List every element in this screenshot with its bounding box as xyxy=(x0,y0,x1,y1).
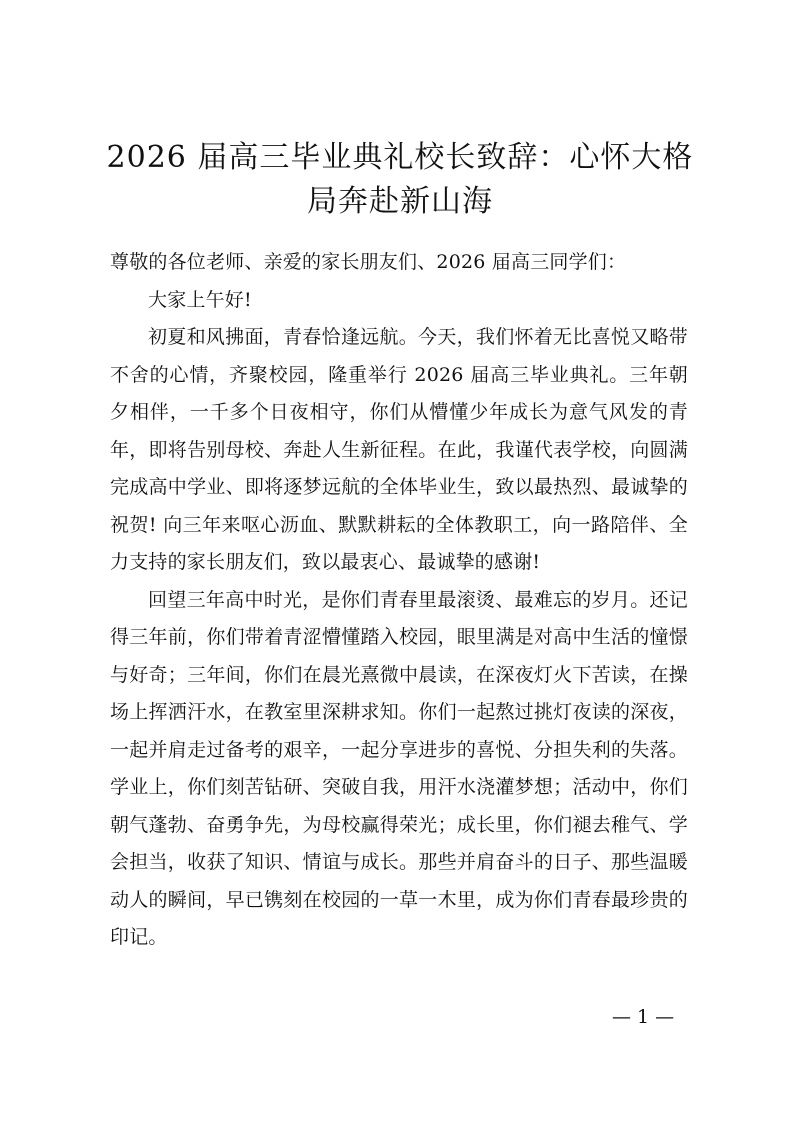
salutation: 尊敬的各位老师、亲爱的家长朋友们、2026 届高三同学们： xyxy=(110,251,627,273)
page-number: — 1 — xyxy=(612,1006,675,1028)
greeting: 大家上午好! xyxy=(148,288,252,311)
title-line-1: 2026 届高三毕业典礼校长致辞：心怀大格 xyxy=(106,140,694,175)
speech-body xyxy=(110,244,688,957)
document-title xyxy=(100,136,700,224)
title-line-2: 局奔赴新山海 xyxy=(307,184,493,219)
paragraph-2: 回望三年高中时光，是你们青春里最滚烫、最难忘的岁月。还记得三年前，你们带着青涩懵懂踏入校园，眼里满是对高中生活的憧憬与好奇；三年间，你们在晨光熹微中晨读，在深夜灯火下苦读，在操场上挥洒汗水，在教室里深耕求知。你们一起熬过挑灯夜读的深夜，一起并肩走过备考的艰辛，一起分享进步的喜悦、分担失利的失落。学业上，你们刻苦钻研、突破自我，用汗水浇灌梦想；活动中，你们朝气蓬勃、奋勇争先，为母校赢得荣光；成长里，你们褪去稚气、学会担当，收获了知识、情谊与成长。那些并肩奋斗的日子、那些温暖动人的瞬间，早已镌刻在校园的一草一木里，成为你们青春最珍贵的印记。 xyxy=(110,588,688,948)
paragraph-1: 初夏和风拂面，青春恰逢远航。今天，我们怀着无比喜悦又略带不舍的心情，齐聚校园，隆重举行 2026 届高三毕业典礼。三年朝夕相伴，一千多个日夜相守，你们从懵懂少年成长为意气风发的青年，即将告别母校、奔赴人生新征程。在此，我谨代表学校，向圆满完成高中学业、即将逐梦远航的全体毕业生，致以最热烈、最诚挚的祝贺! 向三年来呕心沥血、默默耕耘的全体教职工，向一路陪伴、全力支持的家长朋友们，致以最衷心、最诚挚的感谢! xyxy=(110,326,688,573)
